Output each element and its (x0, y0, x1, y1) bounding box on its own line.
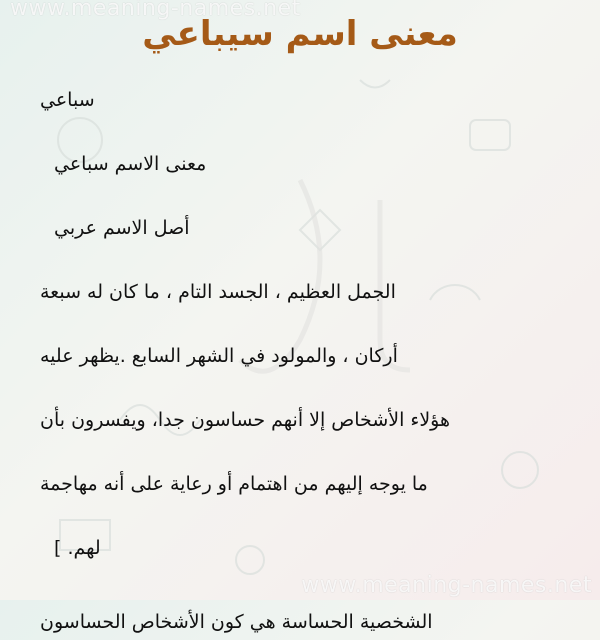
meaning-text-block (40, 78, 560, 633)
description-line-3: هؤلاء الأشخاص إلا أنهم حساسون جدا، ويفسرون بأن (40, 409, 450, 431)
description-line-4: ما يوجه إليهم من اهتمام أو رعاية على أنه مهاجمة (40, 473, 428, 495)
description-line-5: لهم. ] (54, 537, 101, 559)
description-line-1: الجمل العظيم ، الجسد التام ، ما كان له سبعة (40, 281, 396, 303)
watermark-top: www.meaning-names.net (10, 0, 301, 21)
origin-line: أصل الاسم عربي (54, 217, 190, 239)
watermark-bottom: www.meaning-names.net (301, 573, 592, 598)
page-title: معنى اسم سيباعي (142, 14, 458, 54)
description-line-6: الشخصية الحساسة هي كون الأشخاص الحساسون (40, 611, 433, 633)
name-line: سباعي (40, 89, 95, 111)
meaning-heading-line: معنى الاسم سباعي (54, 153, 207, 175)
description-line-2: أركان ، والمولود في الشهر السابع .يظهر عليه (40, 345, 398, 367)
